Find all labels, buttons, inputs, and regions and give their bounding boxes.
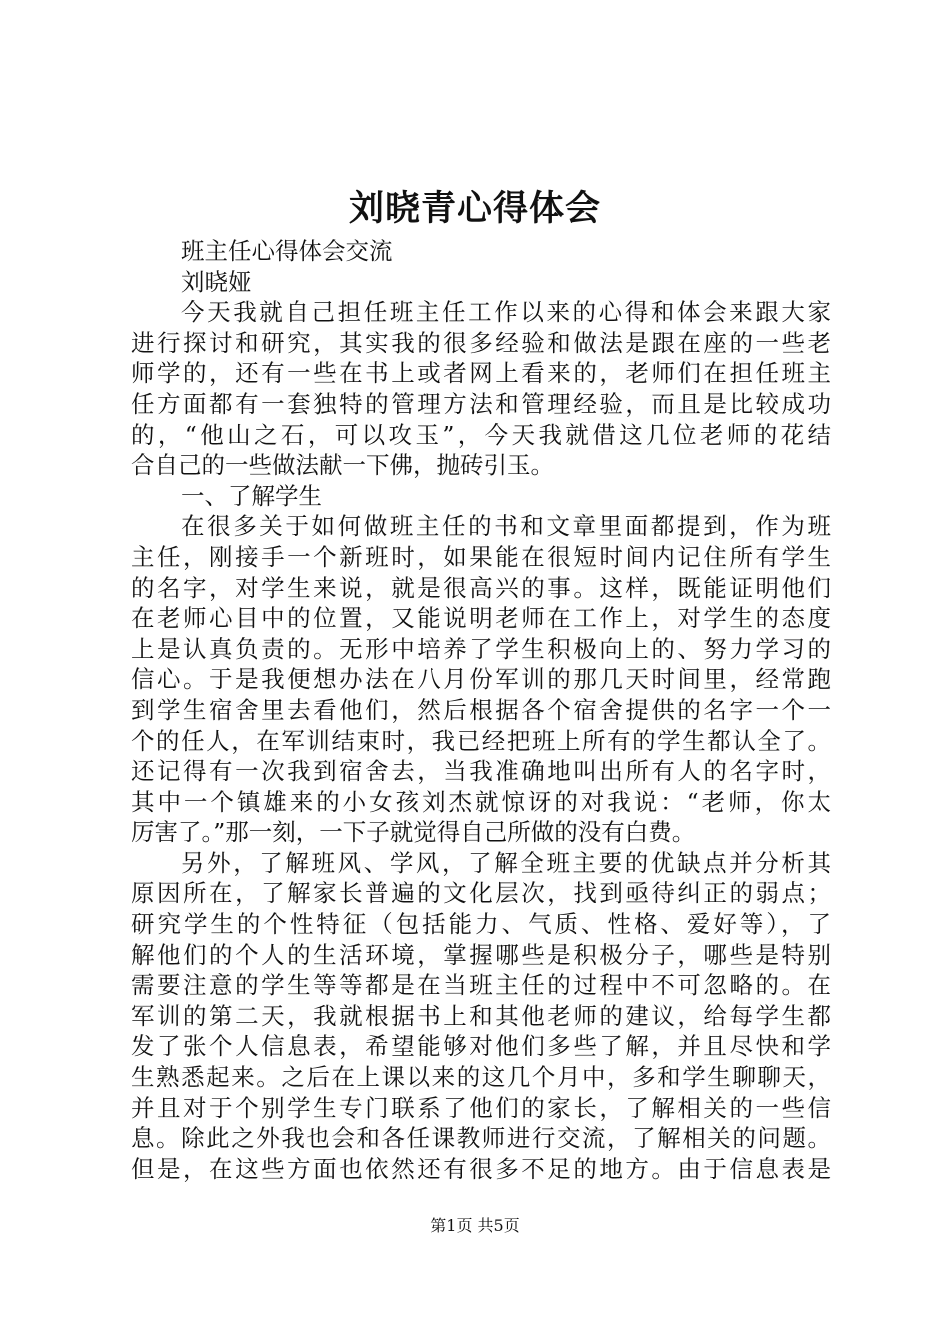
- paragraph-line: 解他们的个人的生活环境，掌握哪些是积极分子，哪些是特别: [131, 940, 831, 969]
- paragraph-line: 在很多关于如何做班主任的书和文章里面都提到，作为班: [181, 512, 831, 541]
- paragraph-line: 合自己的一些做法献一下佛，抛砖引玉。: [131, 451, 554, 480]
- paragraph-line: 需要注意的学生等等都是在当班主任的过程中不可忽略的。在: [131, 971, 831, 1000]
- document-title: 刘晓青心得体会: [348, 188, 601, 229]
- paragraph-line: 个的任人，在军训结束时，我已经把班上所有的学生都认全了。: [131, 726, 831, 755]
- paragraph-line: 主任，刚接手一个新班时，如果能在很短时间内记住所有学生: [131, 542, 831, 571]
- paragraph-line: 厉害了。”那一刻，一下子就觉得自己所做的没有白费。: [131, 818, 696, 847]
- subtitle-line: 班主任心得体会交流: [181, 237, 393, 265]
- paragraph-line: 发了张个人信息表，希望能够对他们多些了解，并且尽快和学: [131, 1032, 831, 1061]
- author-line: 刘晓娅: [181, 267, 252, 296]
- paragraph-line: 今天我就自己担任班主任工作以来的心得和体会来跟大家: [181, 298, 831, 327]
- paragraph-line: 的，“他山之石，可以攻玉”，今天我就借这几位老师的花结: [131, 420, 831, 449]
- paragraph-line: 军训的第二天，我就根据书上和其他老师的建议，给每学生都: [131, 1001, 831, 1030]
- paragraph-line: 进行探讨和研究，其实我的很多经验和做法是跟在座的一些老: [131, 328, 831, 357]
- paragraph-line: 上是认真负责的。无形中培养了学生积极向上的、努力学习的: [131, 634, 831, 663]
- document-body: [131, 236, 831, 1184]
- paragraph-line: 并且对于个别学生专门联系了他们的家长，了解相关的一些信: [131, 1093, 831, 1122]
- paragraph-line: 其中一个镇雄来的小女孩刘杰就惊讶的对我说：“老师，你太: [131, 787, 831, 816]
- paragraph-line: 原因所在，了解家长普遍的文化层次，找到亟待纠正的弱点；: [131, 879, 831, 908]
- paragraph-line: 的名字，对学生来说，就是很高兴的事。这样，既能证明他们: [131, 573, 831, 602]
- paragraph-line: 但是，在这些方面也依然还有很多不足的地方。由于信息表是: [131, 1154, 831, 1183]
- paragraph-line: 信心。于是我便想办法在八月份军训的那几天时间里，经常跑: [131, 665, 831, 694]
- paragraph-line: 息。除此之外我也会和各任课教师进行交流，了解相关的问题。: [131, 1124, 831, 1153]
- paragraph-line: 生熟悉起来。之后在上课以来的这几个月中，多和学生聊聊天，: [131, 1063, 831, 1092]
- paragraph-line: 到学生宿舍里去看他们，然后根据各个宿舍提供的名字一个一: [131, 695, 831, 724]
- paragraph-line: 研究学生的个性特征（包括能力、气质、性格、爱好等），了: [131, 910, 831, 939]
- paragraph-line: 另外，了解班风、学风，了解全班主要的优缺点并分析其: [181, 848, 831, 877]
- paragraph-line: 在老师心目中的位置，又能说明老师在工作上，对学生的态度: [131, 604, 831, 633]
- paragraph-line: 任方面都有一套独特的管理方法和管理经验，而且是比较成功: [131, 389, 831, 418]
- section-heading: 一、了解学生: [181, 481, 322, 510]
- page-footer: 第1页 共5页: [430, 1216, 520, 1235]
- paragraph-line: 还记得有一次我到宿舍去，当我准确地叫出所有人的名字时，: [131, 757, 831, 786]
- paragraph-line: 师学的，还有一些在书上或者网上看来的，老师们在担任班主: [131, 359, 831, 388]
